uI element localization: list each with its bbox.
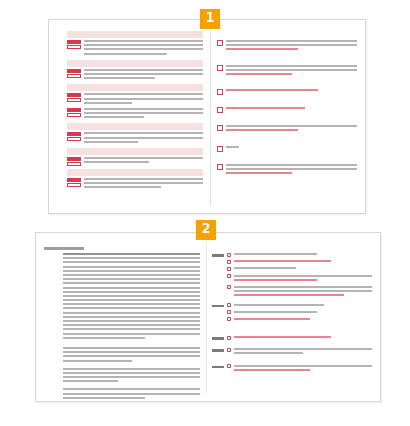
document-page-1	[48, 19, 366, 214]
document-page-2	[35, 232, 381, 402]
explanation-item	[212, 286, 372, 299]
explanation-item	[212, 336, 372, 340]
answer-item	[217, 164, 357, 177]
difficulty-tag	[67, 40, 81, 44]
question-item	[67, 69, 203, 82]
section-header	[67, 169, 203, 176]
answer-item	[217, 65, 357, 78]
explanation-item	[212, 267, 372, 271]
section-header	[67, 148, 203, 155]
question-item	[67, 157, 203, 166]
explanations-column	[212, 253, 372, 376]
explanation-item	[212, 365, 372, 373]
answer-item	[217, 107, 357, 113]
explanation-item	[212, 253, 372, 257]
section-header	[67, 60, 203, 67]
explanation-item	[212, 311, 372, 315]
explanation-item	[212, 348, 372, 356]
passage-column	[44, 243, 200, 404]
questions-column	[67, 28, 203, 193]
section-header	[67, 31, 203, 38]
page-number-badge-2: 2	[196, 220, 216, 240]
answer-item	[217, 40, 357, 53]
explanation-item	[212, 304, 372, 308]
explanation-item	[212, 318, 372, 322]
answer-item	[217, 146, 357, 152]
answer-item	[217, 125, 357, 133]
difficulty-tag	[67, 45, 81, 49]
question-item	[67, 93, 203, 106]
question-item	[67, 40, 203, 57]
answer-item	[217, 89, 357, 95]
section-header	[67, 84, 203, 91]
question-item	[67, 178, 203, 191]
explanation-item	[212, 260, 372, 264]
answers-column	[217, 28, 357, 178]
column-divider	[210, 28, 211, 206]
column-divider	[206, 243, 207, 393]
question-item	[67, 132, 203, 145]
section-header	[67, 123, 203, 130]
page-number-badge-1: 1	[200, 9, 220, 29]
question-item	[67, 108, 203, 121]
explanation-item	[212, 275, 372, 283]
